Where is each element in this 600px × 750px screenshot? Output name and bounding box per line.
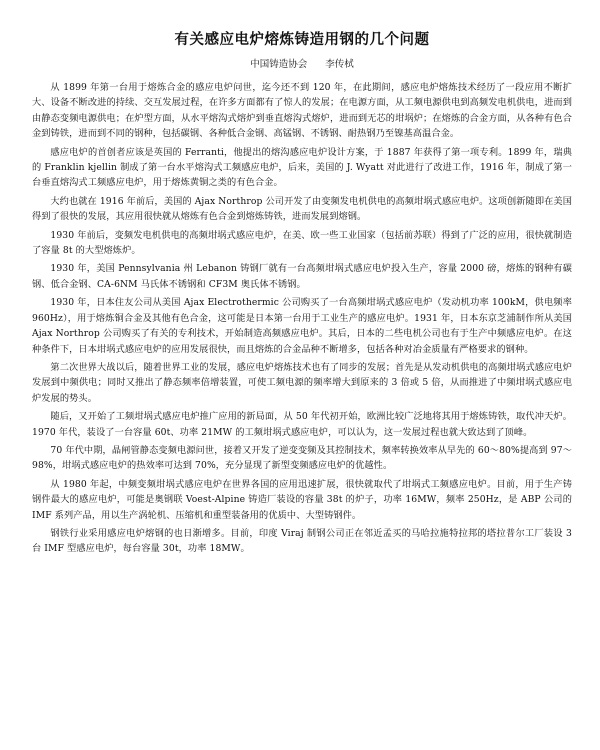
paragraph: 随后，又开始了工频坩埚式感应电炉推广应用的新局面，从 50 年代初开始，欧洲比较广泛地将其用于熔炼铸铁，取代冲天炉。1970 年代，装设了一台容量 60t、功率 21MW 的工频坩埚式感应电炉，可以认为，这一发展过程也就大致达到了顶峰。 — [32, 411, 572, 438]
paragraph: 1930 年，日本住友公司从美国 Ajax Electrothermic 公司购买了一台高频坩埚式感应电炉（发动机功率 100kM，供电频率 960Hz），用于熔炼铜合金及其他有色合金，这可能是日本第一台用于工业生产的感应电炉。1931 年，日本东京芝浦制作所从美国 Ajax Northrop 公司购买了有关的专利技术，开始制造高频感应电炉。其后，日本的二些电机公司也有于生产中频感应电炉。在这种条件下，日本坩埚式感应电炉的应用发展很快，而且熔炼的合金品种不断增多，包括各种对冶金质量有严格要求的钢种。 — [32, 297, 572, 355]
byline — [32, 58, 572, 72]
paragraph: 钢铁行业采用感应电炉熔钢的也日渐增多。目前，印度 Viraj 制钢公司正在邻近孟买的马哈拉施特拉邦的塔拉普尔工厂装设 3 台 IMF 型感应电炉，每台容量 30t，功率 18MW。 — [32, 527, 572, 555]
document-title: 有关感应电炉熔炼铸造用钢的几个问题 — [174, 32, 430, 48]
paragraph: 从 1980 年起，中频变频坩埚式感应电炉在世界各国的应用迅速扩展，很快就取代了坩埚式工频感应电炉。目前，用于生产铸钢件最大的感应电炉，可能是奥钢联 Voest-Alpine 铸造厂装设的容量 38t 的炉子，功率 16MW，频率 250Hz，是 ABP 公司的 IMF 系列产品，用以生产涡轮机、压缩机和重型装备用的优质中、大型铸钢件。 — [32, 478, 572, 521]
paragraph: 1930 年，美国 Pennsylvania 州 Lebanon 铸钢厂就有一台高频坩埚式感应电炉投入生产，容量 2000 磅，熔炼的钢种有碳钢、低合金钢、CA-6NM 马氏体不锈钢和 CF3M 奥氏体不锈钢。 — [32, 263, 572, 290]
paragraph: 感应电炉的首创者应该是英国的 Ferranti，他提出的熔沟感应电炉设计方案，于 1887 年获得了第一项专利。1899 年，瑞典的 Franklin kjellin 制成了第一台水平熔沟式工频感应电炉，后来，美国的 J. Wyatt 对此进行了改进工作，1916 年，制成了第一台垂直熔沟式工频感应电炉，用于熔炼黄铜之类的有色合金。 — [32, 146, 572, 189]
paragraph: 从 1899 年第一台用于熔炼合金的感应电炉问世，迄今还不到 120 年，在此期间，感应电炉熔炼技术经历了一段应用不断扩大、设备不断改进的持续、交互发展过程，在许多方面都有了惊人的发展；在电源方面，从工频电源供电到高频发电机供电，进而到由静态变频电源供电；在炉型方面，从水平熔沟式熔炉到垂直熔沟式熔炉，进而到无芯的坩埚炉；在熔炼的合金方面，从各种有色合金到铸铁，进而到不同的钢种，包括碳钢、各种低合金钢、高锰钢、不锈钢、耐热钢乃至镍基高温合金。 — [32, 82, 572, 140]
article-body — [32, 80, 572, 557]
author-name: 李传栻 — [325, 59, 354, 70]
paragraph: 第二次世界大战以后，随着世界工业的发展，感应电炉熔炼技术也有了同步的发展；首先是从发动机供电的高频坩埚式感应电炉发展到中频供电；同时又推出了静态频率倍增装置，可使工频电源的频率增大到原来的 3 倍或 5 倍，从而推进了中频坩埚式感应电炉发展的势头。 — [32, 361, 572, 404]
author-organization: 中国铸造协会 — [250, 59, 308, 70]
paragraph: 大约也就在 1916 年前后，美国的 Ajax Northrop 公司开发了由变频发电机供电的高频坩埚式感应电炉。这项创新随即在美国得到了很快的发展，其应用很快就从熔炼有色合金到熔炼铸铁，进而发展到熔钢。 — [32, 195, 572, 223]
paragraph: 1930 年前后，变频发电机供电的高频坩埚式感应电炉，在美、欧一些工业国家（包括前苏联）得到了广泛的应用，很快就制造了容量 8t 的大型熔炼炉。 — [32, 229, 572, 257]
paragraph: 70 年代中期，晶闸管静态变频电源问世，接着又开发了逆变变频及其控制技术，频率转换效率从早先的 60～80%提高到 97～98%，坩埚式感应电炉的热效率可达到 70%，充分显现了新型变频感应电炉的优越性。 — [32, 444, 572, 472]
